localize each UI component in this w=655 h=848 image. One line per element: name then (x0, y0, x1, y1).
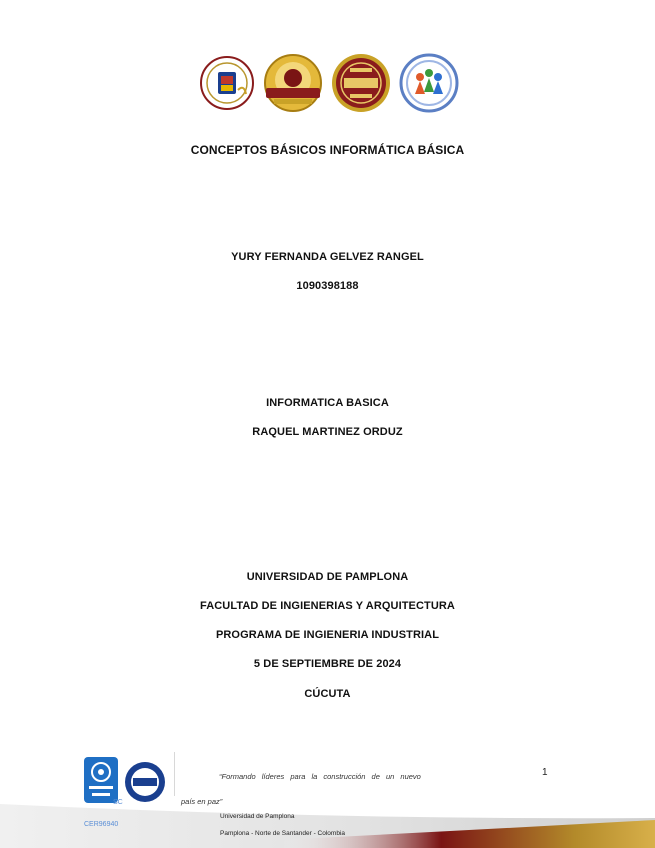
accreditation-seal-gold-icon (260, 50, 326, 116)
student-id: 1090398188 (296, 280, 359, 292)
page-number: 1 (542, 767, 548, 778)
university-name: UNIVERSIDAD DE PAMPLONA (246, 571, 409, 583)
footer-quote: “Formando líderes para la construcción de un nuevo (219, 772, 421, 781)
faculty-name: FACULTAD DE INGIENERIAS Y ARQUITECTURA (200, 600, 455, 612)
university-seal-icon (198, 50, 256, 116)
header-logos (196, 50, 460, 116)
footer-divider (174, 752, 175, 796)
course-name: INFORMATICA BASICA (266, 397, 389, 409)
accreditation-seal-red-icon (330, 50, 392, 116)
footer-address-line2: Pamplona - Norte de Santander - Colombia (220, 830, 346, 837)
program-name: PROGRAMA DE INGIENERIA INDUSTRIAL (215, 629, 440, 641)
city-name: CÚCUTA (304, 688, 351, 700)
community-circle-logo-icon (398, 50, 460, 116)
document-title: CONCEPTOS BÁSICOS INFORMÁTICA BÁSICA (190, 143, 465, 157)
icontec-logo-icon (84, 757, 118, 803)
teacher-name: RAQUEL MARTINEZ ORDUZ (252, 426, 403, 438)
cert-code: SC (113, 799, 123, 806)
footer-quote-continued: país en paz” (181, 797, 223, 806)
cert-number: CER96940 (84, 821, 119, 828)
iqnet-logo-icon (124, 761, 166, 803)
footer-address-line1: Universidad de Pamplona (220, 813, 295, 820)
certification-logos (84, 757, 123, 828)
document-date: 5 DE SEPTIEMBRE DE 2024 (253, 658, 402, 670)
author-name: YURY FERNANDA GELVEZ RANGEL (231, 251, 424, 263)
